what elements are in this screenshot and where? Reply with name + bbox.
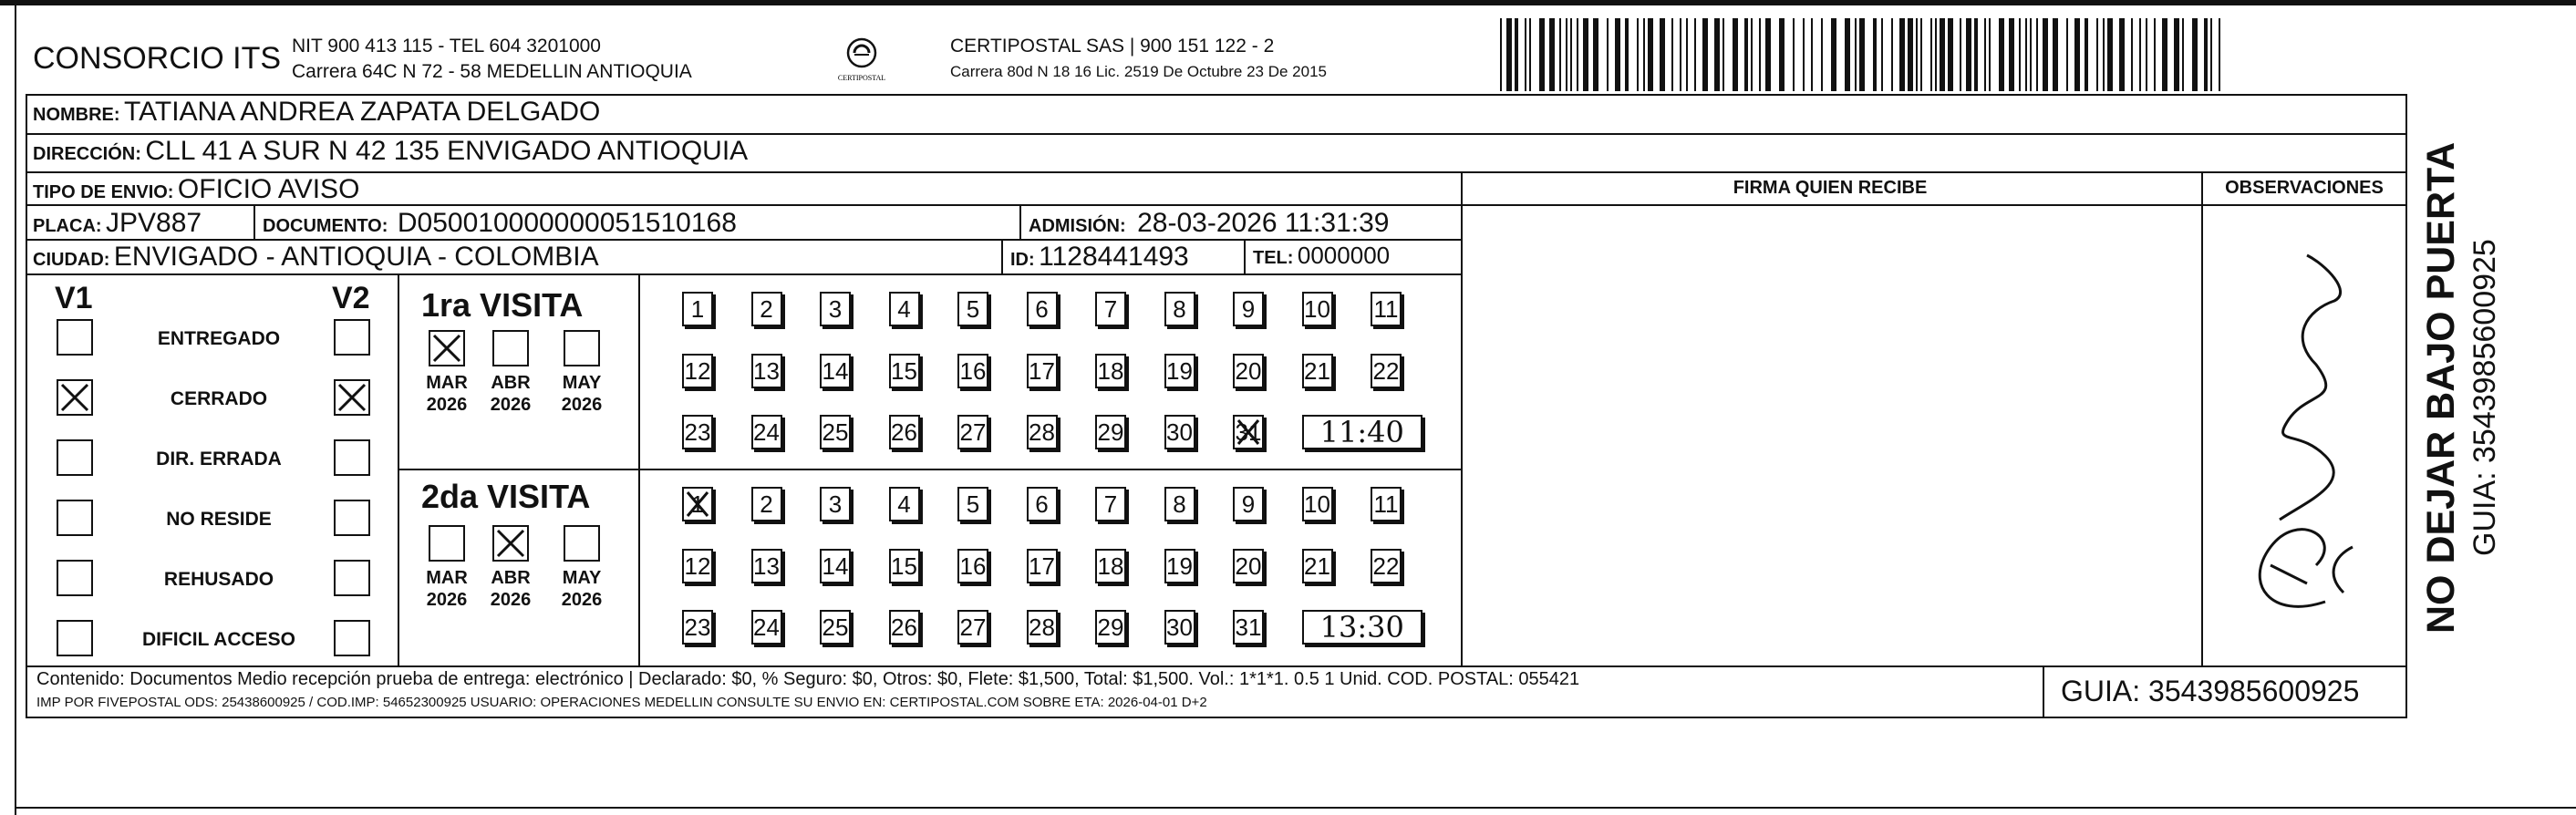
form-left-line: [26, 94, 27, 718]
bottom-border: [15, 807, 2576, 809]
observaciones-label: OBSERVACIONES: [2225, 178, 2384, 198]
visit1-day-box[interactable]: 31: [1233, 415, 1264, 449]
visit1-day-box[interactable]: 15: [889, 354, 920, 388]
barcode-bar: [1948, 18, 1953, 91]
placa-label: PLACA:: [33, 216, 102, 236]
visit2-day-box[interactable]: 22: [1371, 549, 1402, 583]
barcode-bar: [2019, 18, 2021, 91]
barcode-bar: [2043, 18, 2048, 91]
barcode-bar: [2085, 18, 2088, 91]
visit2-year-label: 2026: [561, 590, 603, 610]
firma-left-line: [1461, 171, 1463, 667]
visit2-day-box[interactable]: 5: [957, 487, 988, 521]
v1-label: V1: [55, 281, 93, 315]
visit2-day-box[interactable]: 3: [820, 487, 851, 521]
footer-imp: IMP POR FIVEPOSTAL ODS: 25438600925 / COD.IMP: 54652300925 USUARIO: OPERACIONES MEDELLIN CONSULTE SU ENVIO EN: CERTIPOSTAL.COM SOBRE ETA: 2026-04-01 D+2: [36, 695, 1207, 710]
nombre-value: TATIANA ANDREA ZAPATA DELGADO: [124, 97, 601, 127]
tel-value: 0000000: [1297, 242, 1391, 269]
barcode-bar: [2162, 18, 2167, 91]
guia-box: GUIA: 3543985600925: [2061, 675, 2360, 707]
status-label: DIFICIL ACCESO: [141, 629, 295, 650]
barcode-bar: [1859, 18, 1865, 91]
visit1-day-box[interactable]: 13: [751, 354, 782, 388]
barcode-bar: [1984, 18, 1986, 91]
admision-value: 28-03-2026 11:31:39: [1137, 208, 1390, 238]
barcode-bar: [1615, 18, 1620, 91]
barcode-bar: [2204, 18, 2208, 91]
barcode-bar: [1916, 18, 1918, 91]
visit2-day-box[interactable]: 19: [1164, 549, 1195, 583]
visit2-day-box[interactable]: 30: [1164, 610, 1195, 645]
visit2-day-box[interactable]: 21: [1302, 549, 1333, 583]
visit2-time-box[interactable]: 13:30: [1302, 610, 1423, 645]
barcode-bar: [1811, 18, 1813, 91]
barcode-bar: [1637, 18, 1639, 91]
check-mark-icon: [684, 489, 711, 520]
tel-label: TEL:: [1253, 248, 1294, 268]
visit1-day-box[interactable]: 9: [1233, 292, 1264, 326]
ciudad-value: ENVIGADO - ANTIOQUIA - COLOMBIA: [113, 242, 599, 272]
status-label: ENTREGADO: [157, 328, 281, 349]
barcode-bar: [1989, 18, 1991, 91]
visit2-month-checkbox[interactable]: [429, 525, 465, 562]
documento-row: [263, 208, 737, 239]
v1-checkbox[interactable]: [57, 319, 93, 356]
barcode-bar: [2066, 18, 2068, 91]
direccion-row: [33, 136, 748, 167]
barcode-bar: [1529, 18, 1531, 91]
visit2-day-box[interactable]: 8: [1164, 487, 1195, 521]
visit2-day-box[interactable]: 17: [1027, 549, 1058, 583]
tipo-envio-row: [33, 174, 359, 205]
visit1-day-box[interactable]: 22: [1371, 354, 1402, 388]
barcode-bar: [1845, 18, 1850, 91]
visit1-day-box[interactable]: 18: [1095, 354, 1126, 388]
left-border: [15, 0, 16, 815]
barcode-bar: [1873, 18, 1877, 91]
company-address: Carrera 64C N 72 - 58 MEDELLIN ANTIOQUIA: [292, 61, 692, 82]
barcode-bar: [1999, 18, 2004, 91]
visit2-day-box[interactable]: 31: [1233, 610, 1264, 645]
visit2-month-label: MAY: [562, 568, 602, 588]
v2-checkbox[interactable]: [334, 620, 370, 656]
barcode-bar: [1899, 18, 1905, 91]
visit1-day-box[interactable]: 29: [1095, 415, 1126, 449]
visit2-month-label: MAR: [426, 568, 468, 588]
barcode-bar: [1891, 18, 1893, 91]
barcode-bar: [1583, 18, 1588, 91]
barcode-bar: [1765, 18, 1771, 91]
visit1-day-box[interactable]: 19: [1164, 354, 1195, 388]
visit2-day-box[interactable]: 4: [889, 487, 920, 521]
barcode-bar: [1803, 18, 1805, 91]
barcode-bar: [1694, 18, 1696, 91]
footer-contenido: Contenido: Documentos Medio recepción prueba de entrega: electrónico | Declarado: $0, % Seguro: $0, Otros: $0, Flete: $1,500, Total: $1,500. Vol.: 1*1*1. 0.5 1 Unid. COD. POSTAL: 055421: [36, 669, 1580, 689]
direccion-label: DIRECCIÓN:: [33, 144, 141, 164]
v2-checkbox[interactable]: [334, 500, 370, 536]
visit2-day-box[interactable]: 12: [682, 549, 713, 583]
visit2-day-box[interactable]: 7: [1095, 487, 1126, 521]
barcode-bar: [1607, 18, 1609, 91]
visit2-year-label: 2026: [426, 590, 468, 610]
visit1-day-box[interactable]: 1: [682, 292, 713, 326]
v2-checkbox[interactable]: [334, 560, 370, 596]
side-guia: GUIA: 3543985600925: [2467, 239, 2502, 556]
barcode-bar: [1751, 18, 1753, 91]
barcode-bar: [1714, 18, 1720, 91]
visit1-day-box[interactable]: 2: [751, 292, 782, 326]
visit2-month-label: ABR: [491, 568, 531, 588]
nombre-label: NOMBRE:: [33, 105, 120, 125]
visit2-day-box[interactable]: 16: [957, 549, 988, 583]
barcode-bar: [1686, 18, 1688, 91]
barcode-bar: [1966, 18, 1971, 91]
nombre-row: [33, 97, 600, 128]
form-bottom-line: [26, 717, 2407, 718]
visit2-day-box[interactable]: 13: [751, 549, 782, 583]
top-border: [0, 0, 2576, 5]
visit1-year-label: 2026: [561, 395, 603, 415]
id-value: 1128441493: [1039, 242, 1189, 272]
visit1-day-box[interactable]: 23: [682, 415, 713, 449]
check-mark-icon: [430, 332, 463, 365]
visit1-year-label: 2026: [490, 395, 532, 415]
ciudad-row: [33, 242, 599, 273]
form-right-line: [2405, 94, 2407, 718]
barcode-bar: [1920, 18, 1922, 91]
v2-checkbox[interactable]: [334, 319, 370, 356]
barcode-bar: [1733, 18, 1738, 91]
visit1-day-box[interactable]: 4: [889, 292, 920, 326]
admision-label: ADMISIÓN:: [1029, 216, 1126, 236]
visit2-day-box[interactable]: 23: [682, 610, 713, 645]
barcode-bar: [2074, 18, 2080, 91]
visit1-day-box[interactable]: 5: [957, 292, 988, 326]
visit2-day-box[interactable]: 20: [1233, 549, 1264, 583]
side-warning: NO DEJAR BAJO PUERTA: [2419, 141, 2463, 634]
visit2-day-box[interactable]: 1: [682, 487, 713, 521]
status-label: CERRADO: [170, 388, 268, 409]
check-mark-icon: [1235, 417, 1262, 448]
visit2-day-box[interactable]: 11: [1371, 487, 1402, 521]
barcode-bar: [1935, 18, 1937, 91]
visit2-day-box[interactable]: 29: [1095, 610, 1126, 645]
tipo-envio-label: TIPO DE ENVIO:: [33, 182, 174, 202]
visit1-month-label: ABR: [491, 373, 531, 393]
visit1-day-box[interactable]: 21: [1302, 354, 1333, 388]
placa-value: JPV887: [106, 208, 202, 238]
visit1-day-box[interactable]: 16: [957, 354, 988, 388]
id-row: [1010, 242, 1189, 273]
barcode-image: [1500, 18, 2225, 91]
barcode-bar: [2219, 18, 2220, 91]
barcode-bar: [1881, 18, 1883, 91]
barcode-bar: [1660, 18, 1665, 91]
status-label: DIR. ERRADA: [156, 449, 282, 469]
company-nit: NIT 900 413 115 - TEL 604 3201000: [292, 36, 601, 57]
visit1-day-box[interactable]: 26: [889, 415, 920, 449]
visit2-title: 2da VISITA: [421, 478, 591, 515]
check-mark-icon: [494, 527, 527, 560]
barcode-bar: [1570, 18, 1572, 91]
carrier-license: Carrera 80d N 18 16 Lic. 2519 De Octubre 23 De 2015: [950, 63, 1327, 80]
visit1-month-label: MAR: [426, 373, 468, 393]
placa-row: [33, 208, 202, 239]
barcode-bar: [1525, 18, 1526, 91]
visit2-year-label: 2026: [490, 590, 532, 610]
visit1-day-box[interactable]: 28: [1027, 415, 1058, 449]
barcode-bar: [1821, 18, 1823, 91]
barcode-bar: [2096, 18, 2098, 91]
visit1-day-box[interactable]: 7: [1095, 292, 1126, 326]
v1-checkbox[interactable]: [57, 500, 93, 536]
barcode-bar: [1671, 18, 1673, 91]
barcode-bar: [2192, 18, 2198, 91]
admision-row: [1029, 208, 1389, 239]
visit1-day-box[interactable]: 24: [751, 415, 782, 449]
visit2-day-box[interactable]: 25: [820, 610, 851, 645]
barcode-bar: [2036, 18, 2038, 91]
barcode-bar: [1500, 18, 1502, 91]
visit1-month-checkbox[interactable]: [492, 330, 529, 366]
visit1-day-box[interactable]: 10: [1302, 292, 1333, 326]
barcode-bar: [2146, 18, 2147, 91]
barcode-bar: [1723, 18, 1724, 91]
barcode-bar: [1539, 18, 1545, 91]
documento-value: D050010000000051510168: [397, 208, 737, 238]
documento-label: DOCUMENTO:: [263, 216, 388, 236]
barcode: [1500, 18, 2225, 91]
visit2-day-box[interactable]: 27: [957, 610, 988, 645]
barcode-bar: [1577, 18, 1578, 91]
check-mark-icon: [336, 381, 368, 414]
barcode-bar: [2053, 18, 2058, 91]
visit2-day-box[interactable]: 6: [1027, 487, 1058, 521]
barcode-bar: [2107, 18, 2113, 91]
barcode-bar: [1759, 18, 1761, 91]
visit1-day-box[interactable]: 12: [682, 354, 713, 388]
carrier-logo-icon: [834, 35, 889, 85]
v1-checkbox[interactable]: [57, 620, 93, 656]
barcode-bar: [2009, 18, 2014, 91]
visit1-day-box[interactable]: 20: [1233, 354, 1264, 388]
visit1-title: 1ra VISITA: [421, 286, 584, 324]
visit2-day-box[interactable]: 26: [889, 610, 920, 645]
v1-checkbox[interactable]: [57, 439, 93, 476]
barcode-bar: [2174, 18, 2179, 91]
company-name: CONSORCIO ITS: [33, 41, 282, 76]
tipo-envio-value: OFICIO AVISO: [177, 174, 360, 204]
status-label: REHUSADO: [163, 569, 274, 590]
barcode-bar: [2131, 18, 2133, 91]
v1-checkbox[interactable]: [57, 560, 93, 596]
visit1-day-box[interactable]: 3: [820, 292, 851, 326]
v2-label: V2: [332, 281, 370, 315]
visit1-month-label: MAY: [562, 373, 602, 393]
visit2-day-box[interactable]: 14: [820, 549, 851, 583]
barcode-bar: [2154, 18, 2156, 91]
barcode-bar: [2182, 18, 2184, 91]
barcode-bar: [1648, 18, 1653, 91]
barcode-bar: [1974, 18, 1978, 91]
tel-row: [1253, 242, 1390, 270]
barcode-bar: [1908, 18, 1913, 91]
carrier-logo-text: CERTIPOSTAL: [837, 74, 886, 82]
visit1-day-box[interactable]: 25: [820, 415, 851, 449]
visit1-time-box[interactable]: 11:40: [1302, 415, 1423, 449]
form-top-line: [26, 94, 2407, 96]
barcode-bar: [1793, 18, 1795, 91]
visit1-day-box[interactable]: 11: [1371, 292, 1402, 326]
barcode-bar: [2210, 18, 2212, 91]
visit2-day-box[interactable]: 18: [1095, 549, 1126, 583]
visit1-day-box[interactable]: 14: [820, 354, 851, 388]
visit1-day-box[interactable]: 30: [1164, 415, 1195, 449]
visit2-day-box[interactable]: 24: [751, 610, 782, 645]
visit1-year-label: 2026: [426, 395, 468, 415]
barcode-bar: [2025, 18, 2027, 91]
visit2-day-box[interactable]: 28: [1027, 610, 1058, 645]
signature-image: [2216, 237, 2380, 656]
barcode-bar: [1643, 18, 1645, 91]
barcode-bar: [1506, 18, 1512, 91]
carrier-logo: [834, 35, 889, 85]
id-label: ID:: [1010, 250, 1035, 270]
visit1-month-checkbox[interactable]: [564, 330, 600, 366]
barcode-bar: [2119, 18, 2125, 91]
barcode-bar: [1559, 18, 1561, 91]
barcode-bar: [1940, 18, 1945, 91]
barcode-bar: [1566, 18, 1567, 91]
observaciones-left-line: [2201, 171, 2203, 667]
barcode-bar: [2030, 18, 2032, 91]
barcode-bar: [1593, 18, 1598, 91]
check-mark-icon: [58, 381, 91, 414]
barcode-bar: [1515, 18, 1518, 91]
visit2-day-box[interactable]: 10: [1302, 487, 1333, 521]
visit1-day-box[interactable]: 17: [1027, 354, 1058, 388]
visit1-day-box[interactable]: 8: [1164, 292, 1195, 326]
barcode-bar: [1744, 18, 1748, 91]
direccion-value: CLL 41 A SUR N 42 135 ENVIGADO ANTIOQUIA: [145, 136, 749, 166]
barcode-bar: [1960, 18, 1961, 91]
visit2-month-checkbox[interactable]: [564, 525, 600, 562]
barcode-bar: [1625, 18, 1629, 91]
ciudad-label: CIUDAD:: [33, 250, 110, 270]
visit2-day-box[interactable]: 15: [889, 549, 920, 583]
barcode-bar: [2139, 18, 2141, 91]
barcode-bar: [1549, 18, 1555, 91]
barcode-bar: [1930, 18, 1932, 91]
barcode-bar: [1702, 18, 1708, 91]
barcode-bar: [1779, 18, 1785, 91]
barcode-bar: [1680, 18, 1681, 91]
firma-label: FIRMA QUIEN RECIBE: [1733, 178, 1928, 198]
status-label: NO RESIDE: [166, 509, 272, 530]
visit2-day-box[interactable]: 9: [1233, 487, 1264, 521]
visit1-day-box[interactable]: 6: [1027, 292, 1058, 326]
barcode-bar: [1831, 18, 1836, 91]
barcode-bar: [1855, 18, 1857, 91]
barcode-bar: [2103, 18, 2105, 91]
v2-checkbox[interactable]: [334, 439, 370, 476]
visit2-day-box[interactable]: 2: [751, 487, 782, 521]
visit1-day-box[interactable]: 27: [957, 415, 988, 449]
carrier-info: CERTIPOSTAL SAS | 900 151 122 - 2: [950, 36, 1275, 57]
